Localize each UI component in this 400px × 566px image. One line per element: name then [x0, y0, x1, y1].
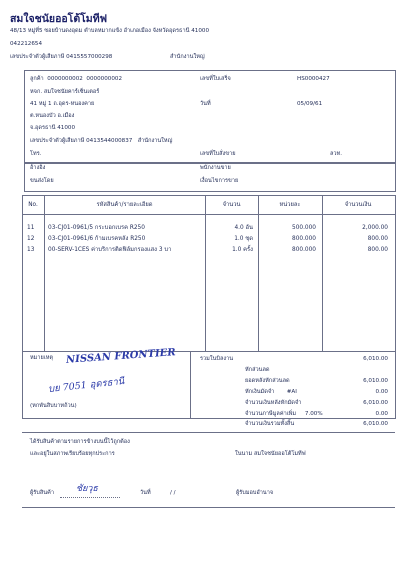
amount-in-words: (หกพันสิบบาทถ้วน) [30, 403, 77, 409]
receiver-signature: ชัยวุธ [76, 484, 98, 494]
doc-no-label: เลขที่ใบเสร็จ [200, 76, 231, 82]
col-unit-header: หน่วยละ [279, 202, 301, 208]
footer-company: ในนาม สมใจชนัยออโต้โมทีฟ [235, 451, 306, 457]
approver-label: ผู้รับมอบอำนาจ [236, 490, 274, 496]
info-box [24, 70, 396, 164]
table-row-no: 12 [27, 236, 35, 242]
company-address: 48/13 หมู่ที่5 ซอยบ้านดงอุดม ตำบลหมากแข้ง อำเภอเมือง จังหวัดอุดรธานี 41000 [10, 28, 210, 34]
table-row-no: 13 [27, 247, 35, 253]
terms-label: เงื่อนไขการขาย [200, 178, 239, 184]
table-row-qty: 1.0 ชุด [234, 236, 253, 242]
grand-total-value: 6,010.00 [363, 421, 388, 427]
col-qty-header: จำนวน [222, 202, 241, 208]
date-value: / / [170, 490, 176, 496]
customer-address2: ต.หนองบัว อ.เมือง [30, 113, 75, 119]
table-row-item: 00-SERV-1CES ค่าบริการติดฟิล์มกรองแสง 3 บา [48, 247, 172, 253]
footer-line1: ได้รับสินค้าตามรายการข้างบนนี้ไว้ถูกต้อง [30, 439, 130, 445]
col-amount-header: จำนวนเงิน [344, 202, 372, 208]
ref-label: อ้างอิง [30, 165, 46, 171]
total-value: 0.00 [375, 411, 388, 417]
total-value: 6,010.00 [363, 400, 388, 406]
table-row-amount: 2,000.00 [362, 225, 388, 231]
customer-address3: จ.อุดรธานี 41000 [30, 125, 76, 131]
customer-tax-label: เลขประจำตัวผู้เสียภาษี [30, 138, 85, 144]
handwritten-model: NISSAN FRONTIER [65, 347, 176, 366]
company-tax-label: เลขประจำตัวผู้เสียภาษี [10, 54, 65, 60]
doc-no: HS0000427 [297, 76, 330, 82]
items-table [22, 195, 396, 352]
customer-branch: สำนักงานใหญ่ [137, 138, 173, 144]
doc-order-label: เลขที่ใบสั่งขาย [200, 151, 236, 157]
doc-date-label: วันที่ [200, 101, 211, 107]
doc-date: 05/09/61 [297, 101, 323, 107]
total-label: ยอดหลังหักส่วนลด [245, 378, 290, 384]
table-row-unit: 500.000 [292, 225, 316, 231]
handwritten-plate: บย 7051 อุดรธานี [47, 376, 125, 395]
total-value: 0.00 [375, 389, 388, 395]
footer-line2: และอยู่ในสภาพเรียบร้อยทุกประการ [30, 451, 115, 457]
sales-label: พนักงานขาย [200, 165, 231, 171]
total-value: 6,010.00 [363, 356, 388, 362]
receiver-label: ผู้รับสินค้า [30, 490, 54, 496]
total-label: รวมในบิลงาน [200, 356, 234, 362]
grand-total-label: จำนวนเงินรวมทั้งสิ้น [245, 421, 295, 427]
customer-phone-label: โทร. [30, 151, 42, 157]
customer-name: หจก. สมใจชนัยคาร์เซ็นเตอร์ [30, 89, 100, 95]
total-extra: 7.00% [304, 411, 323, 417]
total-label: จำนวนเงินหลังหักมัดจำ [245, 400, 302, 406]
total-value: 6,010.00 [363, 378, 388, 384]
date-label: วันที่ [140, 490, 151, 496]
table-row-amount: 800.00 [367, 236, 388, 242]
company-branch: สำนักงานใหญ่ [170, 54, 205, 60]
table-row-qty: 4.0 อัน [234, 225, 253, 231]
table-row-amount: 800.00 [367, 247, 388, 253]
table-row-item: 03-CJ01-0961/6 ก้ามเบรคหลัง R250 [48, 236, 146, 242]
customer-code: 0000000002 [47, 76, 83, 82]
company-tax-id: 0415557000298 [66, 54, 113, 60]
company-phone: 042212654 [10, 41, 43, 47]
customer-address1: 41 หมู่ 1 ถ.อุดร-หนองคาย [30, 101, 95, 107]
table-row-item: 03-CJ01-0961/5 กระบอกเบรค R250 [48, 225, 145, 231]
total-label: จำนวนภาษีมูลค่าเพิ่ม [245, 411, 297, 417]
total-label: หักเงินมัดจำ [245, 389, 275, 395]
customer-tax-id: 0413544000837 [86, 138, 133, 144]
table-row-unit: 800.000 [292, 247, 316, 253]
total-label: หักส่วนลด [245, 367, 270, 373]
customer-code-label: ลูกค้า [30, 76, 44, 82]
total-extra: #AI [286, 389, 297, 395]
customer-code2: 0000000002 [86, 76, 123, 82]
table-row-qty: 1.0 ครั้ง [232, 247, 253, 253]
col-no-header: No. [28, 202, 38, 208]
table-row-unit: 800.000 [292, 236, 316, 242]
col-item-header: รหัสสินค้า/รายละเอียด [96, 202, 153, 208]
doc-credit-label: ลวท. [330, 151, 343, 157]
ship-label: ขนส่งโดย [30, 178, 54, 184]
notes-label: หมายเหตุ [30, 355, 54, 361]
table-row-no: 11 [27, 225, 35, 231]
company-name: สมใจชนัยออโต้โมทีฟ [10, 13, 108, 25]
